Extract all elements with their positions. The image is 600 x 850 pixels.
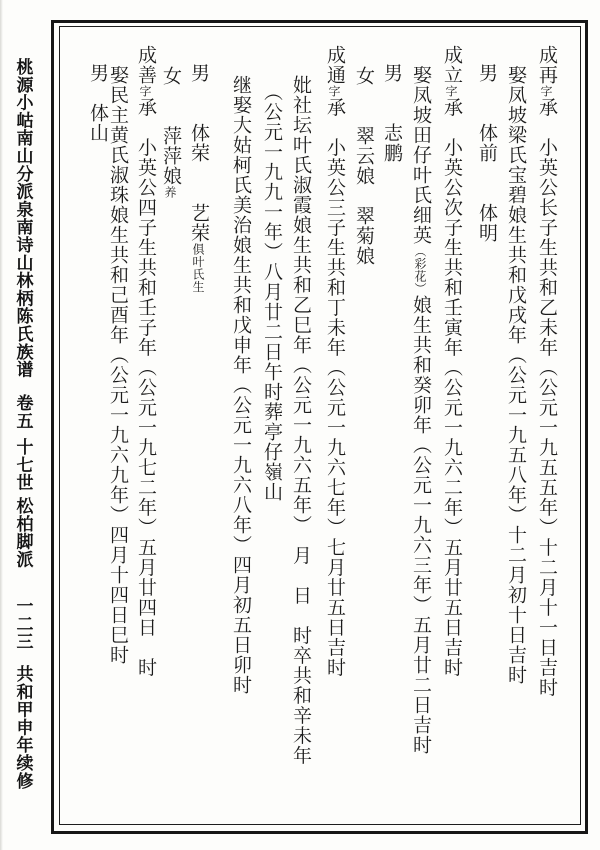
annotation-text: 字 xyxy=(327,85,341,98)
entry-text: 娶民主黄氏淑珠娘生共和己酉年（公元一九六九年）四月十四日巳时 xyxy=(107,65,128,665)
annotation-text: 字 xyxy=(539,85,553,98)
annotation-text: （彩花） xyxy=(413,245,427,295)
entry-text: 承 小英公三子生共和丁未年（公元一九六七年）七月廿五日吉时 xyxy=(324,97,345,678)
genealogy-column-15 xyxy=(104,65,131,665)
genealogy-column-11 xyxy=(227,75,254,695)
sidebar-page-number: 一二三 xyxy=(12,596,33,651)
sidebar-volume: 卷五 xyxy=(12,394,33,431)
entry-text: 男 体前 体明 xyxy=(476,63,497,243)
genealogy-column-2 xyxy=(502,65,529,685)
book-spine-strip xyxy=(6,58,40,790)
genealogy-column-5 xyxy=(406,65,434,755)
genealogy-column-3 xyxy=(473,63,500,243)
scan-edge-artifact xyxy=(0,0,3,850)
entry-text: 成立 xyxy=(441,45,462,85)
entry-text: 妣社坛叶氏淑霞娘生共和乙巳年（公元一九六五年） 月 日 时卒共和辛未年 xyxy=(290,75,311,766)
entry-text: 成再 xyxy=(536,45,557,85)
genealogy-column-7 xyxy=(350,66,377,266)
entry-text: 男 志鹏 xyxy=(381,63,402,163)
annotation-text: 字 xyxy=(138,85,152,98)
genealogy-column-10 xyxy=(258,82,285,502)
entry-text: 承 小英公次子生共和壬寅年（公元一九六二年）五月廿五日吉时 xyxy=(441,97,462,678)
genealogy-column-12 xyxy=(184,63,212,293)
genealogy-column-8 xyxy=(320,45,348,678)
entry-text: 男 体荣 艺荣 xyxy=(188,63,209,243)
entry-text: 女 翠云娘 翠菊娘 xyxy=(353,66,374,266)
entry-text: 继娶大姑柯氏美治娘生共和戊申年（公元一九六八年）四月初五日卯时 xyxy=(230,75,251,695)
sidebar-book-title: 桃源小岵南山分派泉南诗山林柄陈氏族谱 xyxy=(12,58,33,379)
entry-text: 男 体山 xyxy=(87,63,108,143)
annotation-text: 字 xyxy=(444,85,458,98)
entry-text: 女 萍萍娘 xyxy=(160,66,181,186)
entry-text: 成善 xyxy=(135,45,156,85)
entry-text: 承 小英公长子生共和乙未年（公元一九五五年）十二月十一日吉时 xyxy=(536,97,557,698)
annotation-text: 养 xyxy=(163,186,177,199)
genealogy-column-13 xyxy=(156,66,184,199)
entry-text: 娘生共和癸卯年（公元一九六三年）五月廿二日吉时 xyxy=(410,295,431,755)
genealogy-column-14 xyxy=(131,45,159,678)
sidebar-branch: 松柏脚派 xyxy=(12,497,33,569)
annotation-text: 俱叶氏生 xyxy=(191,243,205,293)
genealogy-column-6 xyxy=(378,63,405,163)
sidebar-generation: 十七世 xyxy=(12,438,33,492)
entry-text: （公元一九九一年）八月廿二日午时葬亭仔嶺山 xyxy=(261,82,282,502)
entry-text: 承 小英公四子生共和壬子年（公元一九七二年）五月廿四日 时 xyxy=(135,97,156,678)
entry-text: 娶凤坡梁氏宝碧娘生共和戊戌年（公元一九五八年）十二月初十日吉时 xyxy=(505,65,526,685)
genealogy-column-1 xyxy=(532,45,560,698)
genealogy-column-9 xyxy=(287,75,314,766)
entry-text: 娶凤坡田仔叶氏细英 xyxy=(410,65,431,245)
genealogy-column-16 xyxy=(84,63,111,143)
sidebar-edition: 共和甲申年续修 xyxy=(12,665,33,790)
entry-text: 成通 xyxy=(324,45,345,85)
genealogy-column-4 xyxy=(437,45,465,678)
